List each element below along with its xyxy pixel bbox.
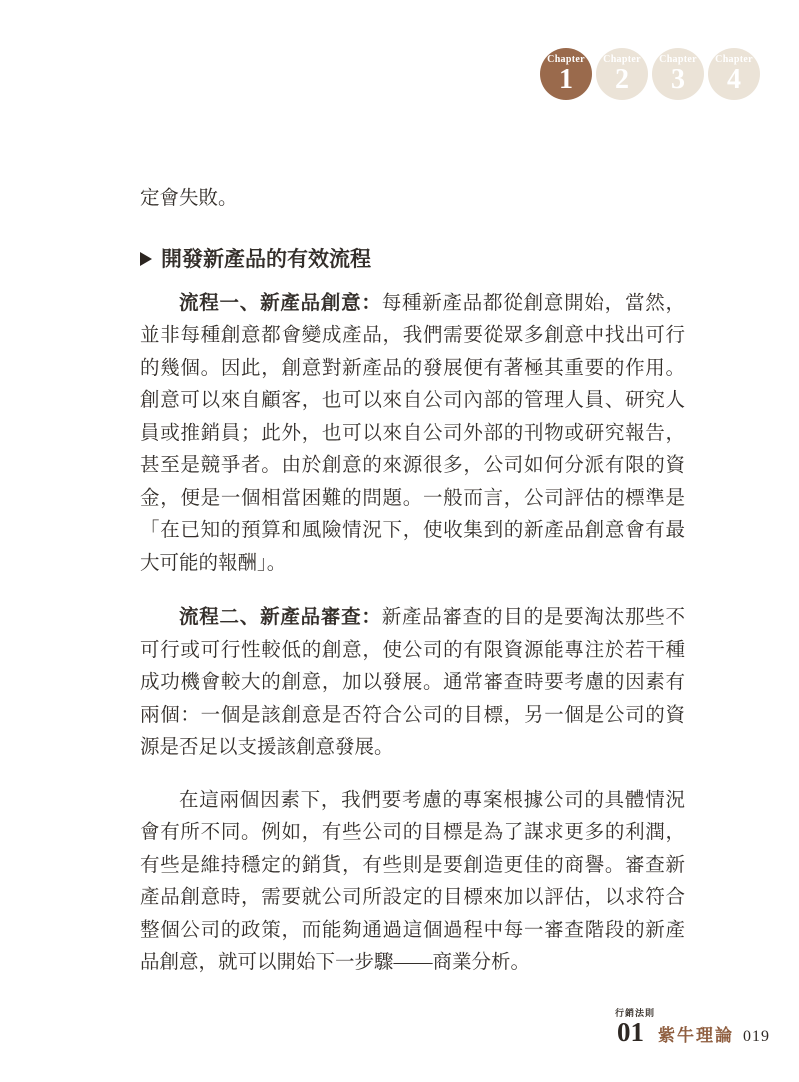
chapter-badge-word: Chapter xyxy=(715,54,753,65)
paragraph-lead: 流程一、新產品創意： xyxy=(179,292,382,314)
paragraph-text: 新產品審查的目的是要淘汰那些不可行或可行性較低的創意，使公司的有限資源能專注於若干種成功機會較大的創意，加以發展。通常審查時要考慮的因素有兩個：一個是該創意是否符合公司的目標，另一個是公司的資源是否足以支援該創意發展。 xyxy=(140,607,685,758)
series-label: 行銷法則 xyxy=(615,1008,656,1018)
continuation-line: 定會失敗。 xyxy=(140,188,238,209)
paragraph-factors xyxy=(140,785,685,980)
triangle-bullet-icon xyxy=(140,252,152,266)
chapter-badge-1 xyxy=(540,48,592,100)
paragraph-text: 在這兩個因素下，我們要考慮的專案根據公司的具體情況會有所不同。例如，有些公司的目標是為了謀求更多的利潤，有些是維持穩定的銷貨，有些則是要創造更佳的商譽。審查新產品創意時，需要就公司所設定的目標來加以評估，以求符合整個公司的政策，而能夠通過這個過程中每一審查階段的新產品創意，就可以開始下一步驟——商業分析。 xyxy=(140,789,685,973)
page-body xyxy=(140,183,685,980)
footer-row xyxy=(612,1019,770,1046)
chapter-badge-3 xyxy=(652,48,704,100)
chapter-badge-number: 2 xyxy=(615,64,629,95)
paragraph-process-1 xyxy=(140,288,685,581)
chapter-badge-2 xyxy=(596,48,648,100)
chapter-badge-word: Chapter xyxy=(659,54,697,65)
chapter-badge-word: Chapter xyxy=(547,54,585,65)
book-title: 紫牛理論 xyxy=(658,1026,734,1045)
paragraph-text: 每種新產品都從創意開始，當然，並非每種創意都會變成產品，我們需要從眾多創意中找出可行的幾個。因此，創意對新產品的發展便有著極其重要的作用。創意可以來自顧客，也可以來自公司內部的管理人員、研究人員或推銷員；此外，也可以來自公司外部的刊物或研究報告，甚至是競爭者。由於創意的來源很多，公司如何分派有限的資金，便是一個相當困難的問題。一般而言，公司評估的標準是「在已知的預算和風險情況下，使收集到的新產品創意會有最大可能的報酬」。 xyxy=(140,292,685,574)
chapter-badge-number: 1 xyxy=(559,64,573,95)
paragraph-lead: 流程二、新產品審查： xyxy=(179,607,382,628)
section-heading-text: 開發新產品的有效流程 xyxy=(161,246,371,271)
paragraph-process-2 xyxy=(140,602,685,765)
series-number: 01 xyxy=(617,1017,644,1047)
chapter-badge-number: 3 xyxy=(671,64,685,95)
chapter-badge-4 xyxy=(708,48,760,100)
section-heading xyxy=(140,244,685,274)
chapter-badge-number: 4 xyxy=(727,64,741,95)
chapter-badge-word: Chapter xyxy=(603,54,641,65)
page-number: 019 xyxy=(743,1028,770,1045)
page-footer xyxy=(612,1008,770,1046)
chapter-tabs xyxy=(540,48,760,100)
